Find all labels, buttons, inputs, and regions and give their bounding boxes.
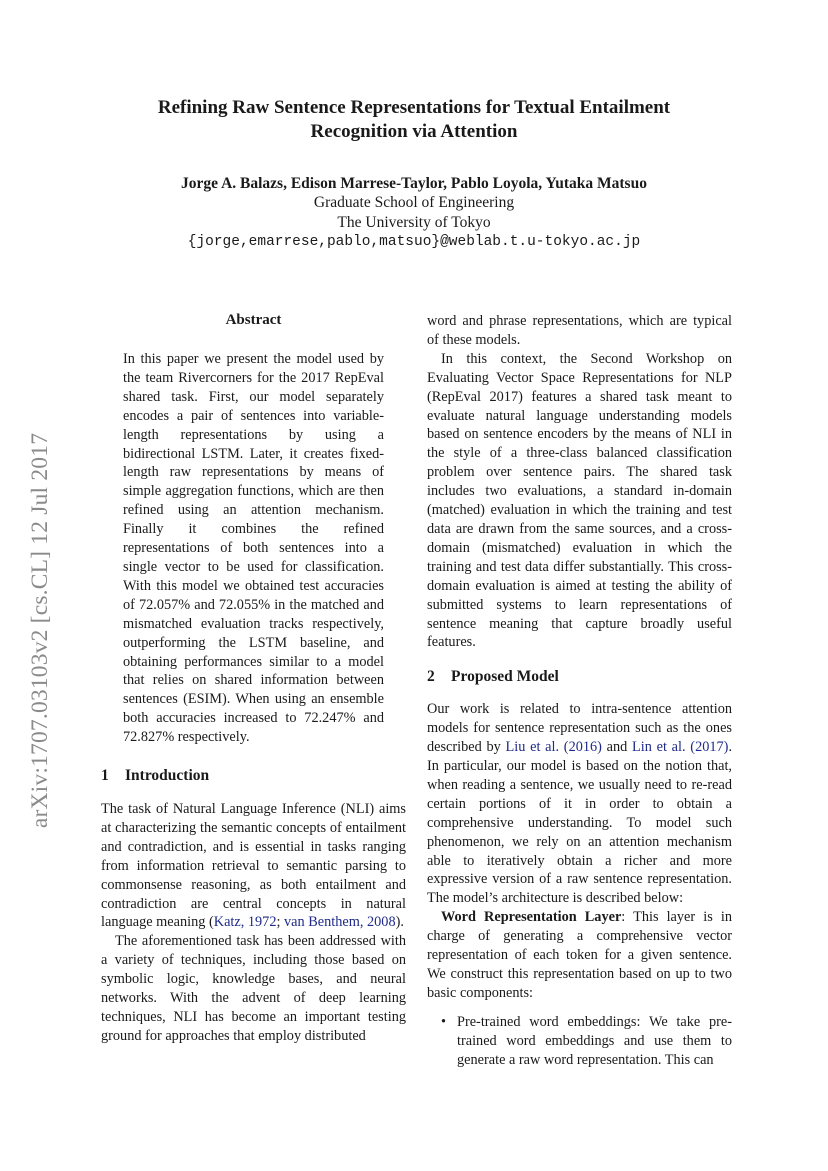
intro-paragraph-1 — [101, 800, 406, 932]
title-line-2: Recognition via Attention — [310, 121, 518, 142]
intro-paragraph-2-continued: word and phrase representations, which are typical of these models. — [427, 313, 732, 348]
paragraph-text: . In particular, our model is based on the notion that, when reading a sentence, we usually need to re-read certain portions of it in order to obtain a comprehensive understanding. To model such phenomenon, we rely on an attention mechanism able to iteratively obtain a richer and more expressive version of a raw sentence representation. The model’s architecture is described below: — [427, 739, 733, 907]
paper-title — [100, 96, 728, 144]
section-title: Proposed Model — [451, 668, 559, 686]
section-number: 1 — [101, 767, 109, 785]
abstract-body: In this paper we present the model used by the team Rivercorners for the 2017 RepEval shared task. First, our model separately encodes a pair of sentences into variable-length representations by using a bidirectional LSTM. Later, it creates fixed-length raw representations by means of simple aggregation functions, which are then refined using an attention mechanism. Finally it combines the refined representations of both sentences into a single vector to be used for classification. With this model we obtained test accuracies of 72.057% and 72.055% in the matched and mismatched evaluation tracks respectively, outperforming the LSTM baseline, and obtaining performances similar to a model that relies on shared information between sentences (ESIM). When using an ensemble both accuracies increased to 72.247% and 72.827% respectively. — [123, 351, 384, 746]
citation-link[interactable]: Liu et al. (2016) — [505, 739, 602, 756]
bullet-icon: • — [441, 1013, 447, 1030]
model-paragraph-2 — [427, 908, 732, 1003]
paragraph-text: : This layer is in charge of generating a comprehensive vector representation of each token for a given sentence. We construct this representation based on up to two basic components: — [427, 909, 732, 1001]
section-heading-introduction — [101, 766, 406, 786]
citation-link[interactable]: Lin et al. (2017) — [632, 739, 729, 756]
arxiv-identifier-stamp — [18, 380, 64, 880]
section-heading-proposed-model — [427, 667, 732, 687]
author-emails: {jorge,emarrese,pablo,matsuo}@weblab.t.u-tokyo.ac.jp — [187, 234, 641, 250]
citation-separator: ; — [276, 914, 285, 931]
citation-link[interactable]: van Benthem, 2008 — [284, 914, 396, 931]
paragraph-text: The task of Natural Language Inference (NLI) aims at characterizing the semantic concepts of entailment and contradiction, and is essential in tasks ranging from information retrieval to semantic parsing to commonsense reasoning, as both entailment and contradiction are central concepts in natural language meaning ( — [101, 801, 406, 931]
paragraph-text: and — [601, 739, 633, 756]
model-paragraph-1 — [427, 700, 732, 908]
paragraph-text: Our work is related to intra-sentence attention models for sentence representation such as the ones described by — [427, 701, 732, 756]
left-column — [101, 310, 406, 1046]
arxiv-id-text: arXiv:1707.03103v2 [cs.CL] 12 Jul 2017 — [27, 432, 54, 828]
section-title: Introduction — [125, 767, 210, 785]
affiliation-university: The University of Tokyo — [337, 214, 491, 231]
affiliation-school: Graduate School of Engineering — [313, 194, 515, 211]
list-item — [427, 1013, 732, 1070]
layer-name: Word Representation Layer — [441, 909, 622, 926]
abstract-heading: Abstract — [225, 312, 282, 328]
intro-paragraph-3: In this context, the Second Workshop on Evaluating Vector Space Representations for NLP (RepEval 2017) features a shared task meant to evaluate natural language understanding models based on sentence encoders by the means of NLI in the style of a three-class balanced classification problem over sentence pairs. The shared task includes two evaluations, a standard in-domain (matched) evaluation in which the training and test data are drawn from the same sources, and a cross-domain (mismatched) evaluation in which the training and test data differ substantially. This cross-domain evaluation is aimed at testing the ability of submitted systems to learn representations of sentence meaning that capture broadly useful features. — [427, 350, 732, 651]
right-column — [427, 312, 732, 1070]
title-line-1: Refining Raw Sentence Representations for Textual Entailment — [157, 97, 671, 118]
paragraph-text: ). — [395, 914, 404, 931]
citation-link[interactable]: Katz, 1972 — [213, 914, 277, 931]
section-number: 2 — [427, 668, 435, 686]
list-item-text: Pre-trained word embeddings: We take pre-trained word embeddings and use them to generate a raw word representation. This can — [457, 1013, 732, 1068]
author-list: Jorge A. Balazs, Edison Marrese-Taylor, Pablo Loyola, Yutaka Matsuo — [181, 175, 647, 192]
intro-paragraph-2: The aforementioned task has been addressed with a variety of techniques, including those based on symbolic logic, knowledge bases, and neural networks. With the advent of deep learning techniques, NLI has become an important testing ground for approaches that employ distributed — [101, 933, 406, 1044]
